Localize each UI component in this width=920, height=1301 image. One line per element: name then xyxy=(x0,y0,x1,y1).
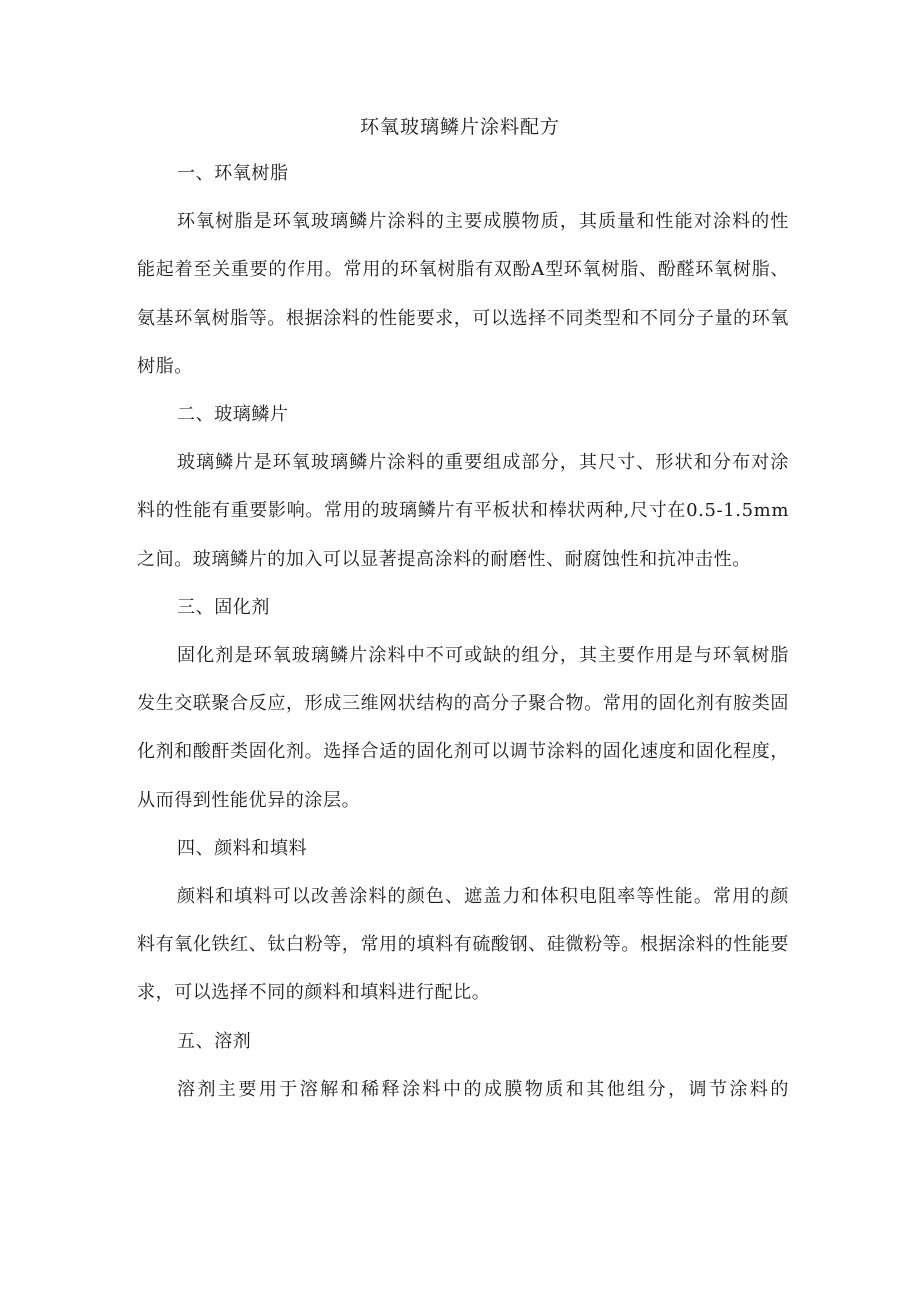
document-body xyxy=(137,150,789,1114)
section-paragraph: 颜料和填料可以改善涂料的颜色、遮盖力和体积电阻率等性能。常用的颜料有氧化铁红、钛白粉等，常用的填料有硫酸钢、硅微粉等。根据涂料的性能要求，可以选择不同的颜料和填料进行配比。 xyxy=(137,886,789,1004)
section-heading: 二、玻璃鳞片 xyxy=(177,404,289,426)
section-paragraph: 固化剂是环氧玻璃鳞片涂料中不可或缺的组分，其主要作用是与环氧树脂发生交联聚合反应，形成三维网状结构的高分子聚合物。常用的固化剂有胺类固化剂和酸酐类固化剂。选择合适的固化剂可以调节涂料的固化速度和固化程度，从而得到性能优异的涂层。 xyxy=(137,645,789,811)
section-pigments-fillers xyxy=(137,825,789,1018)
document-title: 环氧玻璃鳞片涂料配方 xyxy=(359,116,560,138)
section-epoxy-resin xyxy=(137,150,789,391)
section-curing-agent xyxy=(137,584,789,825)
section-heading: 三、固化剂 xyxy=(177,596,270,618)
section-paragraph: 环氧树脂是环氧玻璃鳞片涂料的主要成膜物质，其质量和性能对涂料的性能起着至关重要的作用。常用的环氧树脂有双酚A型环氧树脂、酚醛环氧树脂、氨基环氧树脂等。根据涂料的性能要求，可以选择不同类型和不同分子量的环氧树脂。 xyxy=(137,211,789,377)
section-heading: 一、环氧树脂 xyxy=(177,163,289,184)
section-heading: 四、颜料和填料 xyxy=(177,837,308,859)
section-solvent xyxy=(137,1018,789,1114)
section-paragraph: 溶剂主要用于溶解和稀释涂料中的成膜物质和其他组分，调节涂料的 xyxy=(177,1078,789,1100)
section-glass-flake xyxy=(137,391,789,584)
section-heading: 五、溶剂 xyxy=(177,1030,252,1052)
section-paragraph: 玻璃鳞片是环氧玻璃鳞片涂料的重要组成部分，其尺寸、形状和分布对涂料的性能有重要影响。常用的玻璃鳞片有平板状和棒状两种,尺寸在0.5-1.5mm之间。玻璃鳞片的加入可以显著提高涂料的耐磨性、耐腐蚀性和抗冲击性。 xyxy=(137,452,789,570)
